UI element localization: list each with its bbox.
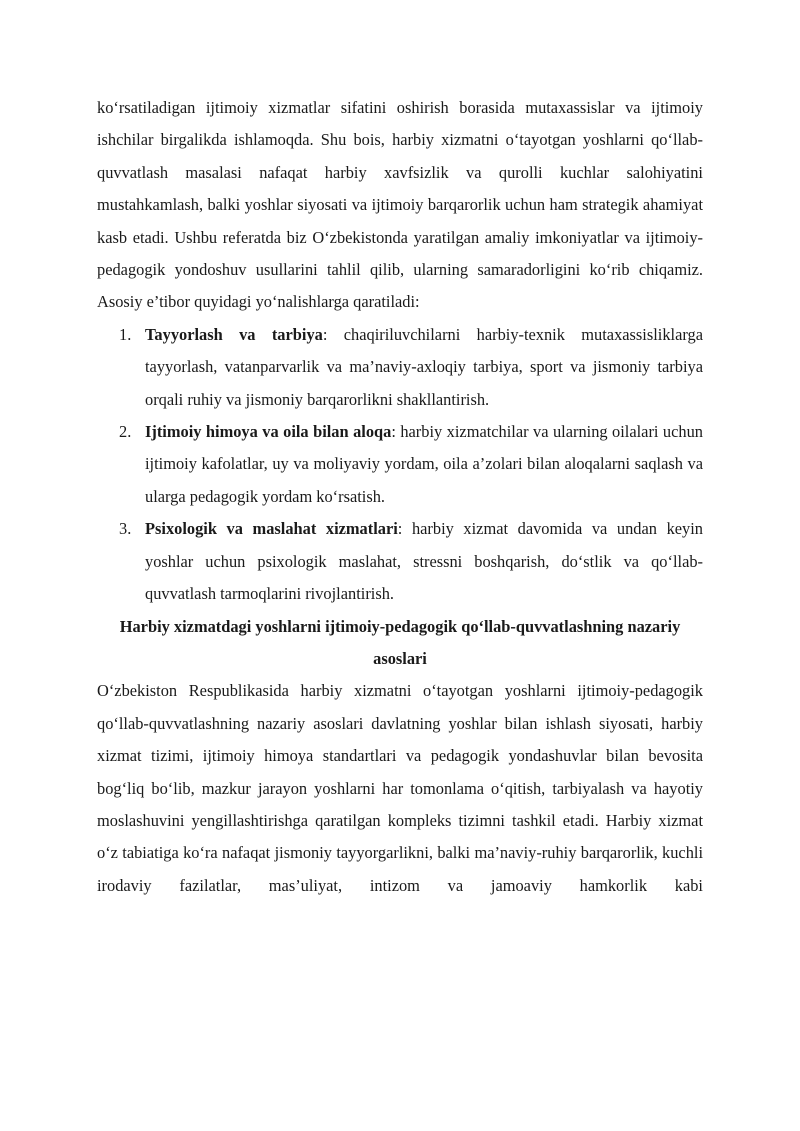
list-item	[97, 513, 703, 610]
focus-list	[97, 319, 703, 611]
list-item-number: 1.	[119, 324, 132, 344]
intro-paragraph: ko‘rsatiladigan ijtimoiy xizmatlar sifatini oshirish borasida mutaxassislar va ijtimoiy ishchilar birgalikda ishlamoqda. Shu bois, harbiy xizmatni o‘tayotgan yoshlarni qo‘llab-quvvatlash masalasi nafaqat harbiy xavfsizlik va qurolli kuchlar salohiyatini mustahkamlash, balki yoshlar siyosati va ijtimoiy barqarorlik uchun ham strategik ahamiyat kasb etadi. Ushbu referatda biz O‘zbekistonda yaratilgan amaliy imkoniyatlar va ijtimoiy-pedagogik yondoshuv usullarini tahlil qilib, ularning samaradorligini ko‘rib chiqamiz. Asosiy e’tibor quyidagi yo‘nalishlarga qaratiladi:	[97, 98, 703, 312]
list-item-title: Psixologik va maslahat xizmatlari	[145, 519, 398, 539]
list-item-number: 3.	[119, 519, 132, 539]
body-paragraph: O‘zbekiston Respublikasida harbiy xizmatni o‘tayotgan yoshlarni ijtimoiy-pedagogik qo‘llab-quvvatlashning nazariy asoslari davlatning yoshlar bilan ishlash siyosati, harbiy xizmat tizimi, ijtimoiy himoya standartlari va pedagogik yondashuvlar bilan bevosita bog‘liq bo‘lib, mazkur jarayon yoshlarni har tomonlama o‘qitish, tarbiyalash va hayotiy moslashuvini yengillashtirishga qaratilgan kompleks tizimni tashkil etadi. Harbiy xizmat o‘z tabiatiga ko‘ra nafaqat jismoniy tayyorgarlikni, balki ma’naviy-ruhiy barqarorlik, kuchli irodaviy fazilatlar, mas’uliyat, intizom va jamoaviy hamkorlik kabi	[97, 681, 703, 895]
list-item-title: Tayyorlash va tarbiya	[145, 324, 323, 344]
list-item-title: Ijtimoiy himoya va oila bilan aloqa	[145, 422, 392, 442]
list-item-text: : harbiy xizmatchilar va ularning oilalari uchun ijtimoiy kafolatlar, uy va moliyaviy yordam, oila a’zolari bilan aloqalarni saqlash va ularga pedagogik yordam ko‘rsatish.	[145, 422, 703, 506]
list-item-text: : harbiy xizmat davomida va undan keyin yoshlar uchun psixologik maslahat, stressni boshqarish, do‘stlik va qo‘llab-quvvatlash tarmoqlarini rivojlantirish.	[145, 519, 703, 604]
list-item	[97, 319, 703, 416]
document-page	[97, 92, 703, 902]
list-item	[97, 416, 703, 513]
list-item-text: : chaqiriluvchilarni harbiy-texnik mutaxassisliklarga tayyorlash, vatanparvarlik va ma’naviy-axloqiy tarbiya, sport va jismoniy tarbiya orqali ruhiy va jismoniy barqarorlikni shakllantirish.	[145, 324, 703, 409]
section-heading: Harbiy xizmatdagi yoshlarni ijtimoiy-pedagogik qo‘llab-quvvatlashning nazariy asoslari	[119, 616, 681, 668]
list-item-number: 2.	[119, 422, 132, 442]
